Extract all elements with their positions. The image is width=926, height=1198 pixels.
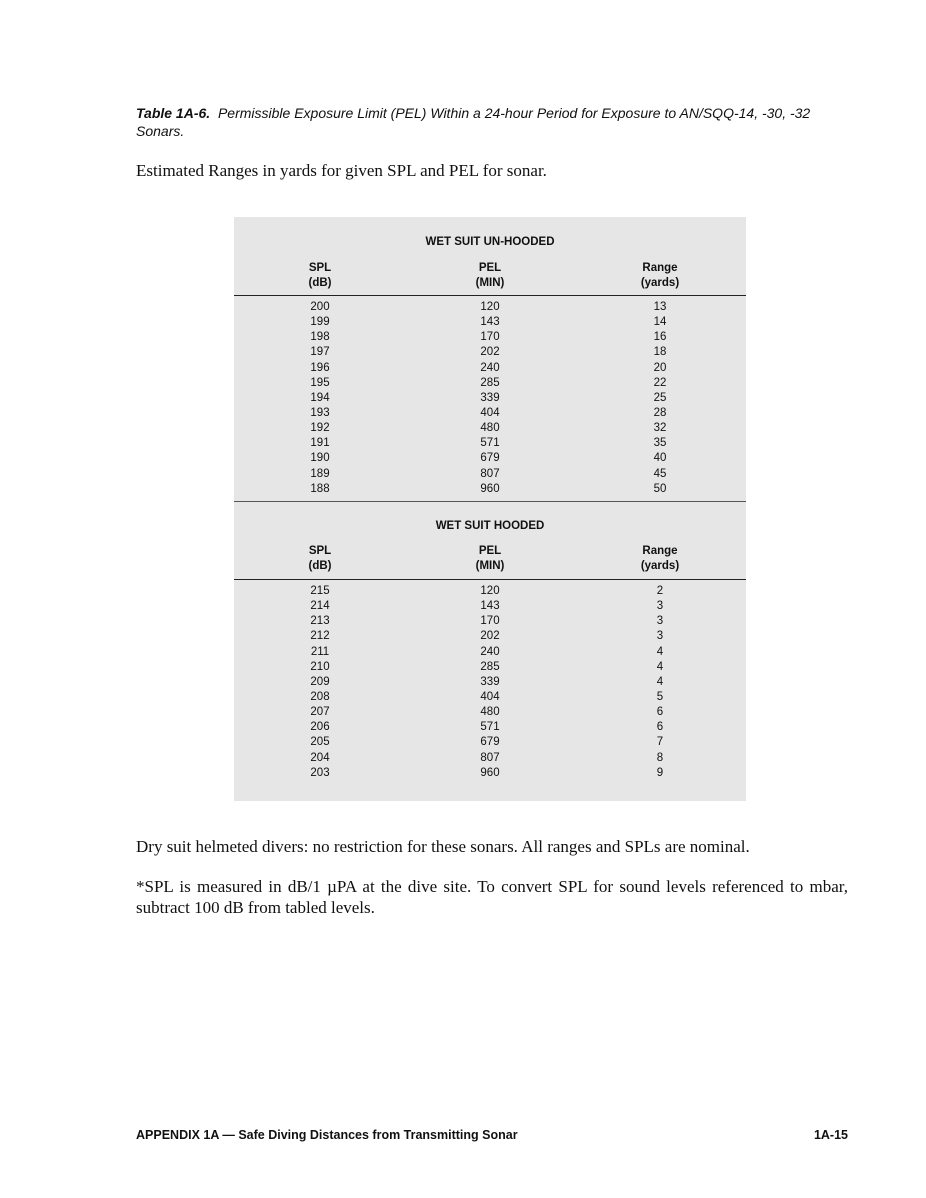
header-range-label: Range <box>642 262 678 274</box>
cell-pel: 170 <box>480 331 500 344</box>
header-rule <box>234 295 746 296</box>
table-row <box>234 705 746 720</box>
cell-range: 45 <box>653 467 667 480</box>
table-row <box>234 406 746 421</box>
cell-spl: 188 <box>310 482 330 495</box>
cell-range: 3 <box>656 615 664 628</box>
table-row <box>234 614 746 629</box>
table-row <box>234 315 746 330</box>
cell-pel: 339 <box>480 391 500 404</box>
cell-range: 3 <box>656 630 664 643</box>
cell-range: 6 <box>656 721 664 734</box>
cell-spl: 209 <box>310 675 330 688</box>
cell-range: 32 <box>653 422 667 435</box>
table-row <box>234 766 746 781</box>
cell-range: 18 <box>653 346 667 359</box>
cell-pel: 285 <box>480 660 500 673</box>
cell-spl: 203 <box>310 766 330 779</box>
cell-range: 35 <box>653 437 667 450</box>
cell-spl: 213 <box>310 615 330 628</box>
table-row <box>234 436 746 451</box>
header-range-unit: (yards) <box>640 560 680 572</box>
table-row <box>234 735 746 750</box>
table-row <box>234 376 746 391</box>
section-title: WET SUIT UN-HOODED <box>425 236 555 248</box>
cell-range: 50 <box>653 482 667 495</box>
footer-title: APPENDIX 1A — Safe Diving Distances from Transmitting Sonar <box>136 1128 518 1142</box>
spl-footnote: *SPL is measured in dB/1 µPA at the dive site. To convert SPL for sound levels referenced to mbar, subtract 100 dB from tabled levels. <box>136 877 848 917</box>
cell-range: 9 <box>656 766 664 779</box>
cell-range: 5 <box>656 690 664 703</box>
header-range <box>600 261 720 291</box>
table-row <box>234 675 746 690</box>
cell-spl: 198 <box>310 331 330 344</box>
table-row <box>234 300 746 315</box>
header-pel-label: PEL <box>478 262 502 274</box>
table-row <box>234 330 746 345</box>
cell-range: 4 <box>656 645 664 658</box>
header-spl-unit: (dB) <box>308 277 332 289</box>
table-row <box>234 482 746 497</box>
table-caption <box>136 104 848 140</box>
cell-spl: 206 <box>310 721 330 734</box>
dry-suit-note: Dry suit helmeted divers: no restriction for these sonars. All ranges and SPLs are nominal. <box>136 837 750 856</box>
cell-range: 8 <box>656 751 664 764</box>
rows-hooded <box>234 584 746 781</box>
cell-spl: 210 <box>310 660 330 673</box>
cell-pel: 285 <box>480 376 500 389</box>
cell-spl: 215 <box>310 585 330 597</box>
table-row <box>234 629 746 644</box>
cell-pel: 571 <box>480 437 500 450</box>
cell-spl: 204 <box>310 751 330 764</box>
header-pel-unit: (MIN) <box>475 560 505 572</box>
caption-label: Table 1A-6. <box>136 105 211 121</box>
cell-pel: 120 <box>480 301 500 313</box>
header-spl <box>260 261 380 291</box>
cell-range: 22 <box>653 376 667 389</box>
cell-spl: 214 <box>310 600 330 613</box>
cell-pel: 960 <box>480 482 500 495</box>
cell-pel: 120 <box>480 585 500 597</box>
cell-pel: 480 <box>480 706 500 719</box>
rows-unhooded <box>234 300 746 497</box>
cell-range: 14 <box>653 316 667 329</box>
table-row <box>234 660 746 675</box>
header-pel <box>430 544 550 574</box>
cell-pel: 170 <box>480 615 500 628</box>
cell-pel: 339 <box>480 675 500 688</box>
table-row <box>234 690 746 705</box>
header-range <box>600 544 720 574</box>
cell-spl: 207 <box>310 706 330 719</box>
cell-spl: 208 <box>310 690 330 703</box>
table-row <box>234 751 746 766</box>
table-row <box>234 599 746 614</box>
cell-range: 28 <box>653 406 667 419</box>
table-row <box>234 345 746 360</box>
page-number: 1A-15 <box>813 1128 848 1142</box>
table-row <box>234 584 746 599</box>
cell-spl: 195 <box>310 376 330 389</box>
section-title: WET SUIT HOODED <box>435 520 545 532</box>
cell-spl: 193 <box>310 406 330 419</box>
cell-spl: 192 <box>310 422 330 435</box>
cell-spl: 197 <box>310 346 330 359</box>
cell-pel: 679 <box>480 736 500 749</box>
cell-pel: 480 <box>480 422 500 435</box>
table-row <box>234 451 746 466</box>
cell-pel: 679 <box>480 452 500 465</box>
table-row <box>234 467 746 482</box>
header-spl <box>260 544 380 574</box>
table-row <box>234 421 746 436</box>
header-range-unit: (yards) <box>640 277 680 289</box>
header-pel <box>430 261 550 291</box>
cell-spl: 189 <box>310 467 330 480</box>
table-row <box>234 645 746 660</box>
cell-pel: 240 <box>480 645 500 658</box>
cell-pel: 404 <box>480 690 500 703</box>
cell-range: 4 <box>656 660 664 673</box>
cell-spl: 200 <box>310 301 330 313</box>
intro-paragraph: Estimated Ranges in yards for given SPL and PEL for sonar. <box>136 161 547 180</box>
cell-pel: 960 <box>480 766 500 779</box>
table-row <box>234 361 746 376</box>
cell-pel: 240 <box>480 361 500 374</box>
cell-spl: 199 <box>310 316 330 329</box>
cell-range: 40 <box>653 452 667 465</box>
header-rule <box>234 579 746 580</box>
header-pel-label: PEL <box>478 545 502 557</box>
header-spl-label: SPL <box>308 545 332 557</box>
cell-pel: 143 <box>480 600 500 613</box>
cell-spl: 205 <box>310 736 330 749</box>
cell-pel: 202 <box>480 630 500 643</box>
cell-spl: 190 <box>310 452 330 465</box>
cell-pel: 404 <box>480 406 500 419</box>
cell-range: 25 <box>653 391 667 404</box>
cell-spl: 212 <box>310 630 330 643</box>
cell-pel: 571 <box>480 721 500 734</box>
cell-pel: 202 <box>480 346 500 359</box>
cell-spl: 191 <box>310 437 330 450</box>
exposure-table <box>234 217 746 801</box>
cell-range: 20 <box>653 361 667 374</box>
header-pel-unit: (MIN) <box>475 277 505 289</box>
header-range-label: Range <box>642 545 678 557</box>
table-row <box>234 720 746 735</box>
cell-range: 16 <box>653 331 667 344</box>
cell-pel: 143 <box>480 316 500 329</box>
cell-spl: 211 <box>310 645 330 658</box>
cell-range: 7 <box>656 736 664 749</box>
cell-range: 2 <box>656 585 664 597</box>
header-spl-label: SPL <box>308 262 332 274</box>
section-divider <box>234 501 746 502</box>
cell-pel: 807 <box>480 467 500 480</box>
cell-range: 3 <box>656 600 664 613</box>
cell-spl: 194 <box>310 391 330 404</box>
caption-text: Permissible Exposure Limit (PEL) Within a 24-hour Period for Exposure to AN/SQQ-14, -30, -32 Sonars. <box>136 105 811 139</box>
cell-range: 4 <box>656 675 664 688</box>
cell-range: 13 <box>653 301 667 313</box>
table-row <box>234 391 746 406</box>
cell-pel: 807 <box>480 751 500 764</box>
cell-spl: 196 <box>310 361 330 374</box>
page-footer <box>136 1128 848 1142</box>
header-spl-unit: (dB) <box>308 560 332 572</box>
cell-range: 6 <box>656 706 664 719</box>
